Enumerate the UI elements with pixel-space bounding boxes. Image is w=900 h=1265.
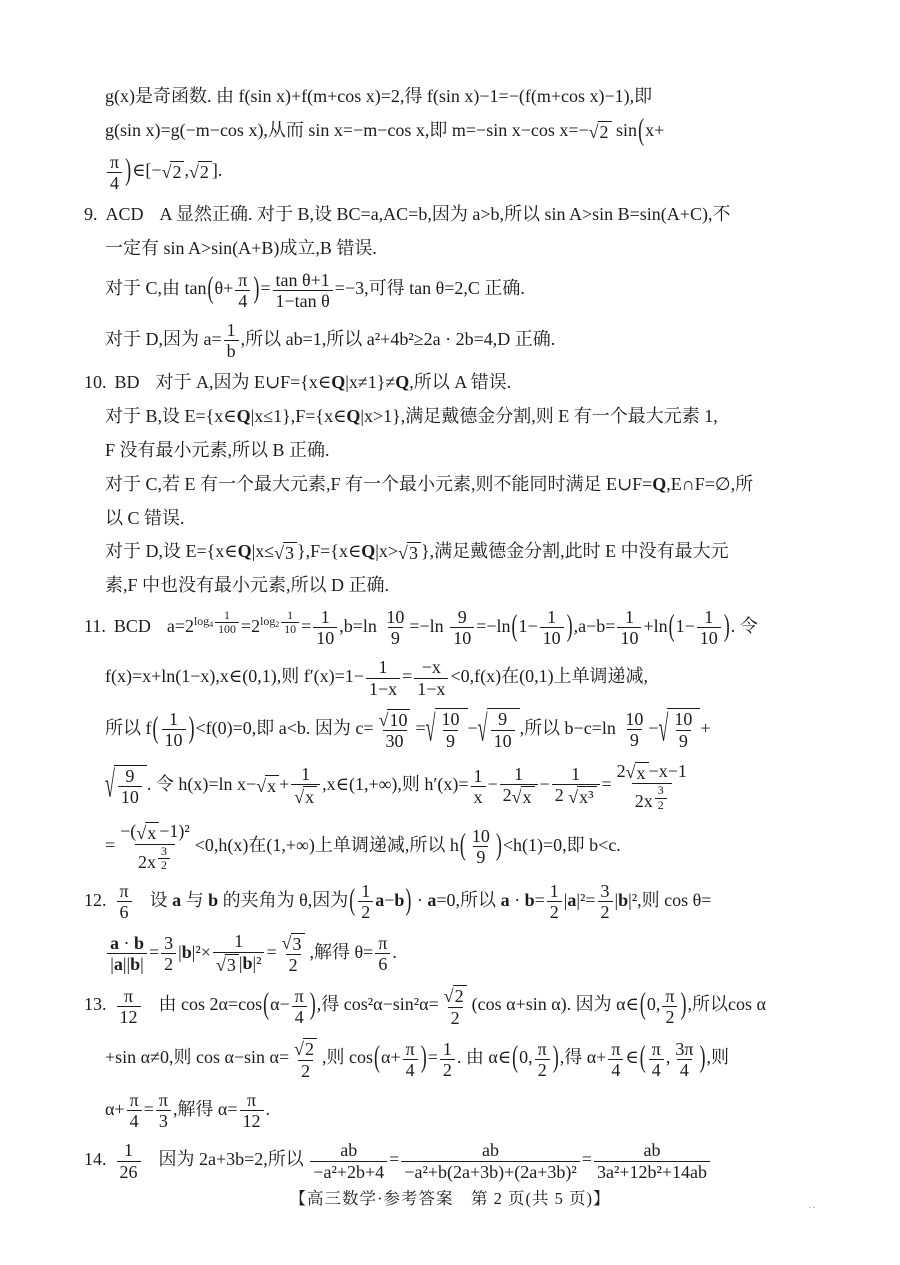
sqrt-radical: √ x³ — [568, 786, 596, 808]
big-paren: ( — [512, 1039, 519, 1074]
fraction: $\frac{1}{10}$ — [313, 607, 337, 648]
sqrt-radical: √ x — [294, 786, 317, 808]
item-number: 12. — [84, 889, 107, 910]
line-body: 对于 C,由 tan(θ+ $\frac{\pi}{4}$ )= $\frac{\text{tan θ+1}}{\text{1−tan θ}}$ =−3,可得 tan θ=2,C 正确. — [105, 269, 525, 311]
sqrt-radical: √ x — [512, 786, 535, 808]
fraction: $\frac{-x}{1-x}$ — [414, 657, 448, 698]
line-body: $a=2^{log_4 \frac{1}{100}}$ $=2^{log_2 \frac{1}{10}}$ = $\frac{1}{10}$ ,b=ln $\frac{10}{9}$ =−ln $\frac{9}{10}$ =−ln(1− $\frac{1}{10}$ ),a−b= $\frac{1}{10}$ +ln(1− $\frac{1}{10}$ ). 令 — [166, 607, 758, 649]
big-paren: ) — [125, 152, 132, 187]
big-paren: ( — [459, 827, 466, 862]
line-body: 对于 C,若 E 有一个最大元素,F 有一个最小元素,则不能同时满足 E∪F=Q,E∩F=∅,所 — [105, 473, 754, 494]
item-number: 10. — [84, 372, 107, 393]
sqrt-radical: √ $\frac{10}{9}$ — [426, 708, 468, 750]
fraction: $\frac{1}{10}$ — [162, 709, 186, 750]
solution-line — [84, 404, 890, 429]
item-answer — [115, 1140, 143, 1182]
fraction: $\frac{10}{9}$ — [471, 825, 490, 868]
fraction: 1 √ 3 |b|² — [213, 931, 265, 975]
big-paren: ) — [309, 986, 316, 1021]
fraction: √ 2 2 — [291, 1037, 320, 1081]
big-paren: ) — [566, 608, 573, 643]
sqrt-radical: √ 2 — [162, 161, 185, 183]
solution-line — [84, 320, 890, 361]
fraction: 2 √ x −x−1 2x $^{\frac{3}{2}}$ — [616, 760, 687, 812]
sqrt-radical: √ 3 — [274, 542, 297, 564]
line-body: 对于 D,因为 a= $\frac{1}{b}$ ,所以 ab=1,所以 a²+4b²≥2a · 2b=4,D 正确. — [105, 319, 556, 362]
fraction: $\frac{\pi}{4}$ — [292, 986, 307, 1027]
solution-line — [84, 236, 890, 261]
fraction: $\frac{\pi}{6}$ — [117, 881, 132, 922]
footer-label: 【高三数学·参考答案 第 2 页(共 5 页)】 — [289, 1189, 611, 1208]
fraction: √ 10 30 — [376, 708, 414, 752]
line-body: 一定有 sin A>sin(A+B)成立,B 错误. — [105, 237, 377, 258]
line-body: g(x)是奇函数. 由 f(sin x)+f(m+cos x)=2,得 f(sin x)−1=−(f(m+cos x)−1),即 — [105, 86, 653, 106]
item-number: 13. — [84, 994, 107, 1015]
line-body: = −( √ x −1)² 2x $^{\frac{3}{2}}$ <0,h(x)在(1,+∞)上单调递减,所以 h( $\frac{10}{9}$ )<h(1)=0,即 b<c. — [105, 820, 621, 872]
fraction: $\frac{\pi}{4}$ — [107, 152, 122, 193]
fraction: $\frac{ab}{\text{−a²+b(2a+3b)+(2a+3b)²}}$ — [401, 1140, 580, 1181]
fraction: 1 2 √ x — [500, 764, 538, 808]
sqrt-radical: √ 2 — [589, 121, 612, 143]
sqrt-radical: √ x — [136, 822, 159, 844]
sqrt-radical: √ $\frac{9}{10}$ — [478, 708, 520, 750]
fraction: $\frac{1}{10}$ — [281, 609, 299, 637]
fraction: $\frac{1}{2}$ — [547, 881, 562, 922]
solution-line — [84, 573, 890, 598]
fraction: −( √ x −1)² 2x $^{\frac{3}{2}}$ — [120, 820, 190, 872]
item-answer: BCD — [113, 615, 151, 636]
big-paren: ( — [639, 986, 646, 1021]
solution-line — [84, 84, 890, 109]
fraction: $\frac{\pi}{12}$ — [117, 986, 141, 1027]
solution-line — [84, 506, 890, 531]
big-paren: ( — [263, 986, 270, 1021]
fraction: $\frac{\pi}{4}$ — [649, 1039, 664, 1080]
line-body: 素,F 中也没有最小元素,所以 D 正确. — [105, 575, 390, 596]
solution-line — [84, 202, 890, 227]
big-paren: ) — [420, 1039, 427, 1074]
solution-line — [84, 270, 890, 311]
line-body: 以 C 错误. — [105, 507, 185, 528]
fraction: $\frac{1}{2}$ — [358, 881, 373, 922]
line-body: 设 a 与 b 的夹角为 θ,因为( $\frac{1}{2}$ a−b) · a=0,所以 a · b= $\frac{1}{2}$ |a|²= $\frac{3}{2}$ |b|²,则 cos θ= — [149, 881, 712, 923]
solution-line — [84, 657, 890, 698]
fraction: $\frac{9}{10}$ — [118, 766, 142, 807]
item-answer: BD — [114, 372, 140, 393]
fraction: 3 2 — [655, 784, 667, 812]
solution-line — [84, 370, 890, 395]
fraction: √ 2 2 — [441, 984, 470, 1028]
big-paren: ) — [552, 1039, 559, 1074]
solution-line — [84, 1090, 890, 1131]
big-paren: ( — [374, 1039, 381, 1074]
big-paren: ) — [188, 710, 195, 745]
sqrt-radical: √ 3 — [282, 933, 305, 955]
line-body: α+ $\frac{\pi}{4}$ = $\frac{\pi}{3}$ ,解得 α= $\frac{\pi}{12}$ . — [105, 1090, 271, 1132]
fraction: $\frac{9}{10}$ — [491, 709, 515, 750]
fraction: $\frac{10}{9}$ — [674, 709, 693, 751]
fraction: $\frac{\pi}{12}$ — [240, 1090, 264, 1131]
sqrt-radical: √ 3 — [216, 954, 239, 976]
sqrt-radical: √ 2 — [444, 985, 467, 1007]
fraction: $\frac{\pi}{4}$ — [403, 1039, 418, 1080]
line-body: g(sin x)=g(−m−cos x),从而 sin x=−m−cos x,即 m=−sin x−cos x=− √ 2 sin(x+ — [105, 112, 665, 147]
line-body: 对于 D,设 E={x∈Q|x≤ √ 3 },F={x∈Q|x> √ 3 },满足戴德金分割,此时 E 中没有最大元 — [105, 541, 729, 564]
fraction: $\frac{\pi}{2}$ — [662, 986, 677, 1027]
line-body: 由 cos 2α=cos(α− $\frac{\pi}{4}$ ),得 cos²α−sin²α= √ 2 2 (cos α+sin α). 因为 α∈(0, $\frac{\pi}{2}$ ),所以cos α — [158, 985, 766, 1029]
solution-line — [84, 1140, 890, 1181]
page-corner-mark: .. — [808, 1199, 816, 1211]
fraction: √ 3 2 — [279, 931, 308, 975]
fraction: $\frac{1}{b}$ — [224, 320, 239, 361]
solution-line — [84, 539, 890, 564]
fraction: $\frac{1}{10}$ — [697, 607, 721, 648]
fraction: $\frac{\text{tan θ+1}}{\text{1−tan θ}}$ — [273, 270, 333, 311]
page-footer — [0, 1185, 900, 1209]
big-paren: ( — [152, 710, 159, 745]
fraction: $\frac{\pi}{4}$ — [235, 270, 250, 311]
sqrt-radical: √ x — [626, 762, 649, 784]
solution-line — [84, 881, 890, 922]
fraction: $\frac{3}{2}$ — [598, 881, 613, 922]
fraction: $\frac{3\pi}{4}$ — [675, 1038, 694, 1080]
solution-line — [84, 708, 890, 752]
line-body: +sin α≠0,则 cos α−sin α= √ 2 2 ,则 cos(α+ $\frac{\pi}{4}$ )= $\frac{1}{2}$ . 由 α∈(0, $\frac{\pi}{2}$ ),得 α+ $\frac{\pi}{4}$ ∈( $\frac{\pi}{4}$ , $\frac{3\pi}{4}$ ),则 — [105, 1038, 729, 1081]
fraction: $\frac{3}{2}$ — [161, 933, 176, 974]
item-answer — [115, 985, 143, 1027]
big-paren: ( — [638, 112, 645, 147]
item-answer — [115, 881, 134, 923]
fraction: $\frac{\pi}{4}$ — [127, 1090, 142, 1131]
solution-line — [84, 1037, 890, 1081]
fraction: $\frac{1}{100}$ — [215, 609, 239, 637]
solution-line — [84, 931, 890, 975]
solution-line — [84, 984, 890, 1028]
big-paren: ) — [723, 608, 730, 643]
item-answer: ACD — [105, 203, 144, 224]
fraction: $\frac{\pi}{3}$ — [156, 1090, 171, 1131]
sqrt-radical: √ $\frac{9}{10}$ — [105, 765, 147, 807]
line-body: f(x)=x+ln(1−x),x∈(0,1),则 f′(x)=1− $\frac{1}{1-x}$ = $\frac{-x}{1-x}$ <0,f(x)在(0,1)上单调递减, — [105, 657, 649, 699]
solution-line — [84, 438, 890, 463]
big-paren: ) — [680, 986, 687, 1021]
fraction: 3 2 — [158, 845, 170, 873]
fraction: $\frac{\pi}{6}$ — [375, 933, 390, 974]
fraction: $\frac{ab}{\text{−a²+2b+4}}$ — [310, 1140, 387, 1181]
big-paren: ) — [495, 827, 502, 862]
sqrt-radical: √ 3 — [398, 542, 421, 564]
fraction: $\frac{1}{26}$ — [117, 1140, 141, 1181]
solution-line — [84, 821, 890, 872]
fraction: $\frac{10}{9}$ — [625, 708, 644, 751]
fraction: $\frac{10}{9}$ — [386, 607, 405, 649]
solution-line — [84, 761, 890, 812]
line-body: F 没有最小元素,所以 B 正确. — [105, 439, 330, 460]
solution-line — [84, 472, 890, 497]
fraction: 1 2 √ x³ — [552, 764, 600, 808]
fraction: $\frac{\pi}{2}$ — [535, 1039, 550, 1080]
fraction: 1 √ x — [291, 764, 320, 808]
line-body: 对于 B,设 E={x∈Q|x≤1},F={x∈Q|x>1},满足戴德金分割,则 E 有一个最大元素 1, — [105, 406, 718, 427]
sqrt-radical: √ 10 — [379, 709, 411, 731]
big-paren: ( — [511, 608, 518, 643]
solution-line — [84, 607, 890, 648]
line-body: A 显然正确. 对于 B,设 BC=a,AC=b,因为 a>b,所以 sin A>sin B=sin(A+C),不 — [159, 203, 731, 224]
big-paren: ) — [253, 270, 260, 305]
fraction: $\frac{\pi}{4}$ — [608, 1039, 623, 1080]
solution-line — [84, 112, 890, 147]
big-paren: ) — [699, 1039, 706, 1074]
fraction: $\frac{1}{x}$ — [471, 766, 486, 807]
fraction: $\frac{1}{10}$ — [617, 607, 641, 648]
line-body: 因为 2a+3b=2,所以 $\frac{ab}{\text{−a²+2b+4}}$ = $\frac{ab}{\text{−a²+b(2a+3b)+(2a+3b)²}}$ = $\frac{ab}{\text{3a²+12b²+14ab}}$ — [159, 1149, 713, 1169]
sqrt-radical: √ 2 — [294, 1038, 317, 1060]
solutions-text-block — [84, 84, 890, 1191]
fraction: $\frac{1}{1-x}$ — [366, 657, 400, 698]
solution-line — [84, 152, 890, 193]
line-body: $\frac{a \cdot b}{|a||b|}$ = $\frac{3}{2}$ |b|²× 1 √ 3 |b|² = √ 3 2 ,解得 θ= $\frac{\pi}{6}$ . — [105, 942, 397, 962]
fraction: $\frac{9}{10}$ — [450, 607, 474, 648]
line-body: 所以 f( $\frac{1}{10}$ )<f(0)=0,即 a<b. 因为 c= √ 10 30 = √ $\frac{10}{9}$ − √ $\frac{9}{10}$ ,所以 b−c=ln $\frac{10}{9}$ − √ $\frac{10}{9}$ + — [105, 707, 711, 752]
sqrt-radical: √ 2 — [189, 161, 212, 183]
item-number: 11. — [84, 615, 106, 636]
big-paren: ( — [349, 882, 356, 917]
line-body: √ $\frac{9}{10}$ . 令 h(x)=ln x− √ x + 1 √ x ,x∈(1,+∞),则 h′(x)= $\frac{1}{x}$ − 1 2 √ x − 1 2 √ x³ = 2 √ x −x−1 2x $^{\frac{3}{2}}$ — [105, 774, 692, 794]
sqrt-radical: √ x — [256, 775, 279, 797]
item-number: 14. — [84, 1149, 107, 1170]
item-number: 9. — [84, 203, 98, 224]
fraction: $\frac{ab}{\text{3a²+12b²+14ab}}$ — [594, 1140, 710, 1181]
fraction: $\frac{10}{9}$ — [441, 709, 460, 751]
line-body: $\frac{\pi}{4}$ )∈[− √ 2 , √ 2 ]. — [105, 160, 222, 180]
fraction: $\frac{1}{2}$ — [440, 1039, 455, 1080]
sqrt-radical: √ $\frac{10}{9}$ — [659, 708, 701, 750]
big-paren: ) — [405, 882, 412, 917]
line-body: 对于 A,因为 E∪F={x∈Q|x≠1}≠Q,所以 A 错误. — [155, 372, 512, 393]
big-paren: ( — [668, 608, 675, 643]
fraction: $\frac{1}{10}$ — [540, 607, 564, 648]
big-paren: ( — [207, 270, 214, 305]
big-paren: ( — [639, 1039, 646, 1074]
fraction: $\frac{a \cdot b}{|a||b|}$ — [107, 933, 147, 974]
